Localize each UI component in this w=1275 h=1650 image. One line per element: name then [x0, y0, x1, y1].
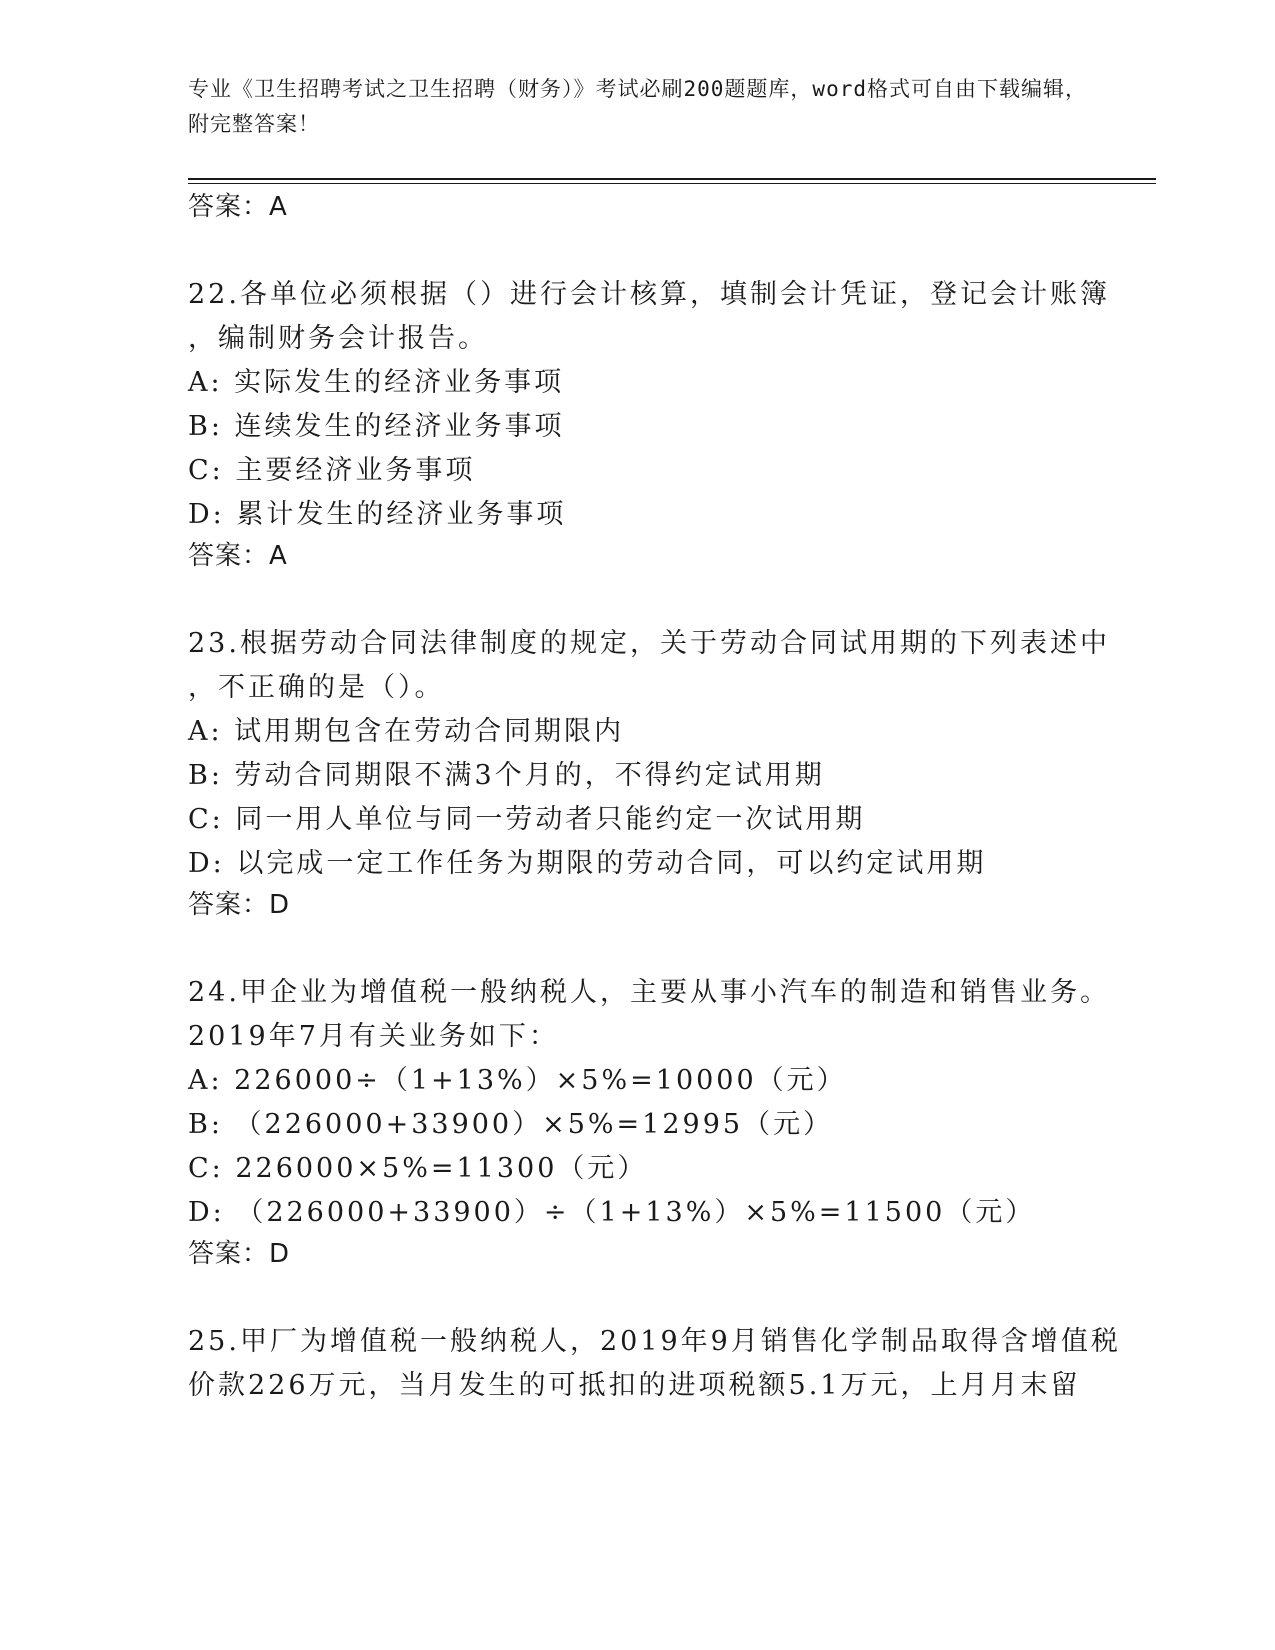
header-rule-thin	[188, 183, 1156, 184]
question-22-option-a: A: 实际发生的经济业务事项	[188, 367, 565, 398]
question-24-answer: 答案：D	[188, 1239, 291, 1269]
question-23-option-b: B: 劳动合同期限不满3个月的，不得约定试用期	[188, 760, 825, 791]
question-23-stem-line1: 23.根据劳动合同法律制度的规定，关于劳动合同试用期的下列表述中	[188, 628, 1110, 659]
question-24-option-a: A: 226000÷（1+13%）×5%=10000（元）	[188, 1065, 847, 1096]
question-23-answer: 答案：D	[188, 890, 291, 920]
answer-21: 答案：A	[188, 192, 288, 222]
question-24-option-d: D: （226000+33900）÷（1+13%）×5%=11500（元）	[188, 1197, 1036, 1228]
question-24-option-c: C: 226000×5%=11300（元）	[188, 1153, 648, 1184]
question-23-option-c: C: 同一用人单位与同一劳动者只能约定一次试用期	[188, 804, 866, 835]
question-22-stem-line2: ，编制财务会计报告。	[188, 323, 488, 354]
question-25-stem-line1: 25.甲厂为增值税一般纳税人，2019年9月销售化学制品取得含增值税	[188, 1326, 1121, 1357]
question-24-stem-line2: 2019年7月有关业务如下：	[188, 1021, 559, 1052]
question-25-stem-line2: 价款226万元，当月发生的可抵扣的进项税额5.1万元，上月月末留	[188, 1370, 1081, 1401]
question-22-stem-line1: 22.各单位必须根据（）进行会计核算，填制会计凭证，登记会计账簿	[188, 279, 1110, 310]
question-22-option-b: B: 连续发生的经济业务事项	[188, 411, 565, 442]
question-23-option-a: A: 试用期包含在劳动合同期限内	[188, 716, 625, 747]
question-22-option-c: C: 主要经济业务事项	[188, 455, 476, 486]
question-24-stem-line1: 24.甲企业为增值税一般纳税人，主要从事小汽车的制造和销售业务。	[188, 977, 1110, 1008]
question-23-stem-line2: ，不正确的是（）。	[188, 672, 445, 703]
question-24-option-b: B: （226000+33900）×5%=12995（元）	[188, 1109, 834, 1140]
question-22-option-d: D: 累计发生的经济业务事项	[188, 499, 567, 530]
header-rule-thick	[188, 178, 1156, 180]
page-header: 专业《卫生招聘考试之卫生招聘（财务）》考试必刷200题题库，word格式可自由下载编辑，附完整答案！	[188, 77, 1087, 136]
question-23-option-d: D: 以完成一定工作任务为期限的劳动合同，可以约定试用期	[188, 848, 987, 879]
question-22-answer: 答案：A	[188, 541, 288, 571]
